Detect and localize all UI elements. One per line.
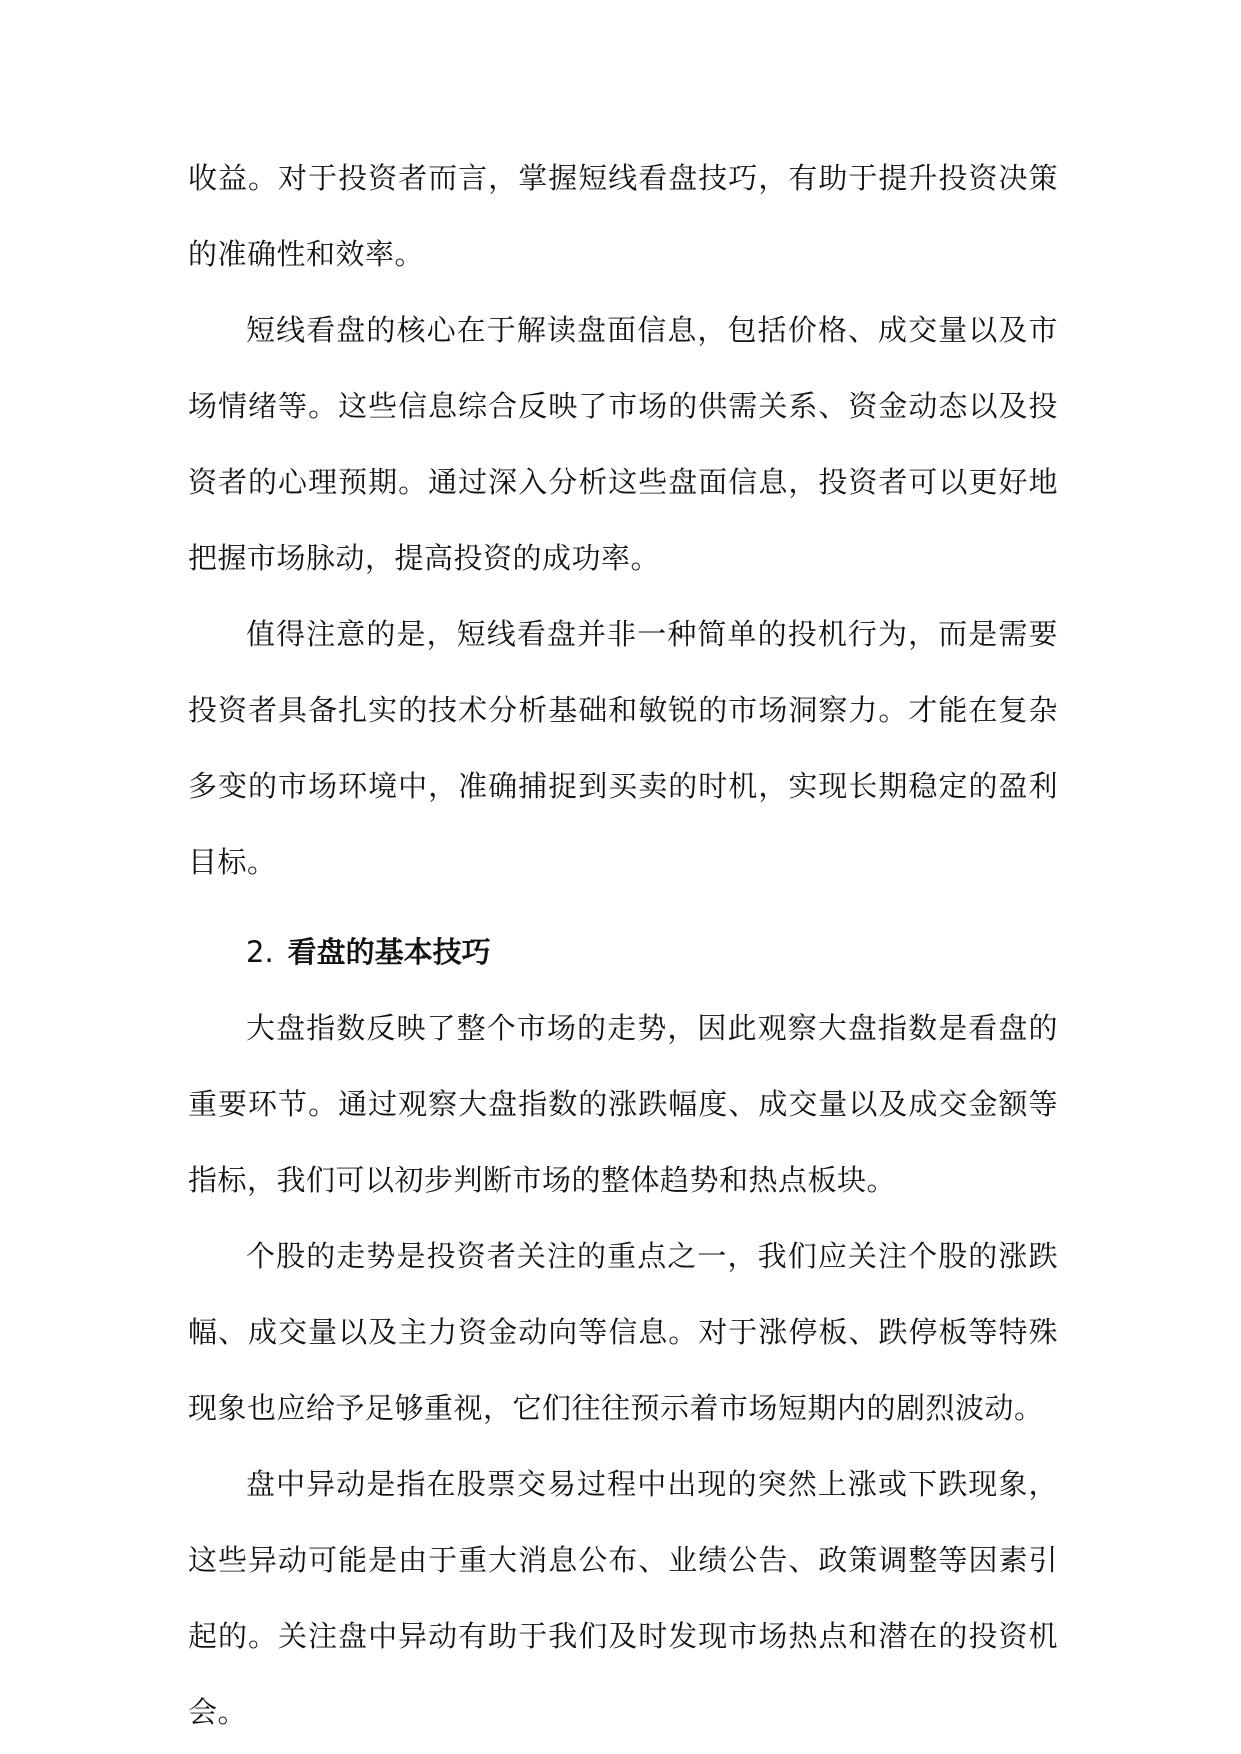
paragraph-index: 大盘指数反映了整个市场的走势，因此观察大盘指数是看盘的重要环节。通过观察大盘指数的涨跌幅度、成交量以及成交金额等指标，我们可以初步判断市场的整体趋势和热点板块。 [188,1011,1058,1197]
paragraph-note: 值得注意的是，短线看盘并非一种简单的投机行为，而是需要投资者具备扎实的技术分析基础和敏锐的市场洞察力。才能在复杂多变的市场环境中，准确捕捉到买卖的时机，实现长期稳定的盈利目标。 [188,617,1058,879]
paragraph-individual-stock: 个股的走势是投资者关注的重点之一，我们应关注个股的涨跌幅、成交量以及主力资金动向等信息。对于涨停板、跌停板等特殊现象也应给予足够重视，它们往往预示着市场短期内的剧烈波动。 [188,1239,1058,1425]
section-title: 看盘的基本技巧 [287,935,491,969]
document-body [188,140,1058,1750]
paragraph-intraday-movement: 盘中异动是指在股票交易过程中出现的突然上涨或下跌现象，这些异动可能是由于重大消息公布、业绩公告、政策调整等因素引起的。关注盘中异动有助于我们及时发现市场热点和潜在的投资机会。 [188,1467,1058,1729]
paragraph-continued: 收益。对于投资者而言，掌握短线看盘技巧，有助于提升投资决策的准确性和效率。 [188,161,1058,271]
section-number: 2. [246,935,274,969]
section-heading [188,914,1058,990]
paragraph-core-of-reading: 短线看盘的核心在于解读盘面信息，包括价格、成交量以及市场情绪等。这些信息综合反映了市场的供需关系、资金动态以及投资者的心理预期。通过深入分析这些盘面信息，投资者可以更好地把握市场脉动，提高投资的成功率。 [188,313,1058,575]
